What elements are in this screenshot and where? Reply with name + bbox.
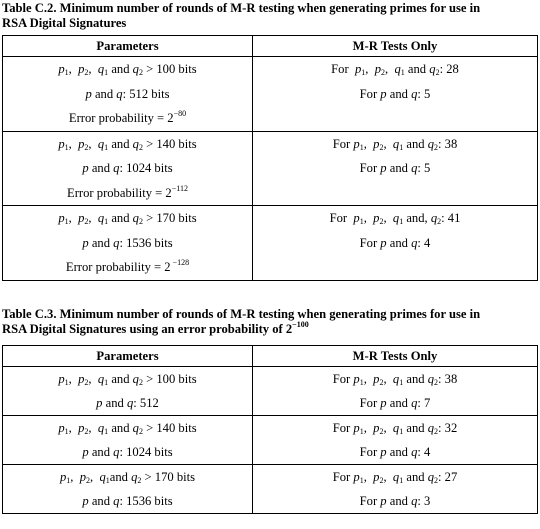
pq-size-line: p and q: 1024 bits bbox=[82, 161, 173, 175]
tests-pq-line: For p and q: 7 bbox=[359, 396, 431, 410]
pq-size-line: p and q: 1536 bits bbox=[82, 235, 173, 250]
pq-size-line: p and q: 512 bbox=[96, 396, 159, 410]
table-c2 bbox=[2, 35, 538, 281]
prime-bits-line: $p_1$, $p_2$, $q_1$ and $q_2 > 170$ bits bbox=[58, 211, 197, 226]
parameters-cell bbox=[3, 465, 253, 514]
tests-pq-line: For p and q: 5 bbox=[359, 86, 431, 101]
table-c3-caption bbox=[2, 307, 538, 337]
table-row bbox=[3, 131, 538, 206]
table-c2-caption bbox=[2, 1, 538, 31]
table-row bbox=[3, 206, 538, 281]
prime-bits-line: $p_1$, $p_2$, $q_1$ and $q_2 > 140$ bits bbox=[58, 421, 197, 436]
header-mr-tests: M-R Tests Only bbox=[253, 346, 538, 367]
tests-pq-line: For p and q: 4 bbox=[359, 445, 431, 459]
header-parameters: Parameters bbox=[3, 346, 253, 367]
mr-tests-cell bbox=[253, 57, 538, 132]
prime-bits-line: $p_1$, $p_2$, $q_1$ and $q_2 > 140$ bits bbox=[58, 136, 197, 152]
pq-size-line: p and q: 512 bits bbox=[85, 86, 170, 101]
tests-pq-line: For p and q: 5 bbox=[359, 161, 431, 175]
mr-tests-cell bbox=[253, 206, 538, 281]
table-header-row bbox=[3, 36, 538, 57]
pq-size-line: p and q: 1024 bits bbox=[82, 445, 173, 459]
tests-primes-line: For $p_1$, $p_2$, $q_1$ and $q_2$: 28 bbox=[331, 62, 459, 77]
caption-line: Table C.2. Minimum number of rounds of M-R testing when generating primes for use in bbox=[2, 1, 481, 15]
mr-tests-cell bbox=[253, 465, 538, 514]
tests-primes-line: For $p_1$, $p_2$, $q_1$ and $q_2$: 38 bbox=[332, 136, 458, 152]
tests-primes-line: For $p_1$, $p_2$, $q_1$ and $q_2$: 38 bbox=[332, 372, 458, 387]
table-header-row bbox=[3, 346, 538, 367]
tests-primes-line: For $p_1$, $p_2$, $q_1$ and, $q_2$: 41 bbox=[329, 211, 461, 226]
mr-tests-cell bbox=[253, 131, 538, 206]
table-row bbox=[3, 57, 538, 132]
tests-primes-line: For $p_1$, $p_2$, $q_1$ and $q_2$: 27 bbox=[332, 470, 458, 485]
parameters-cell bbox=[3, 57, 253, 132]
tests-primes-line: For $p_1$, $p_2$, $q_1$ and $q_2$: 32 bbox=[332, 421, 458, 436]
parameters-cell bbox=[3, 131, 253, 206]
prime-bits-line: $p_1$, $p_2$, $q_1and$ $q_2 > 170$ bits bbox=[59, 470, 196, 485]
header-mr-tests: M-R Tests Only bbox=[253, 36, 538, 57]
table-row bbox=[3, 465, 538, 514]
pq-size-line: p and q: 1536 bits bbox=[82, 494, 173, 508]
tests-pq-line: For p and q: 4 bbox=[359, 235, 431, 250]
mr-tests-cell bbox=[253, 416, 538, 465]
prime-bits-line: $p_1$, $p_2$, $q_1$ and $q_2 > 100$ bits bbox=[58, 372, 197, 387]
parameters-cell bbox=[3, 206, 253, 281]
error-probability-line: Error probability = $2^{-112}$ bbox=[67, 183, 188, 200]
caption-line: RSA Digital Signatures using an error probability of $2^{-100}$ bbox=[2, 320, 309, 336]
table-row bbox=[3, 416, 538, 465]
parameters-cell bbox=[3, 416, 253, 465]
parameters-cell bbox=[3, 367, 253, 416]
prime-bits-line: $p_1$, $p_2$, $q_1$ and $q_2 > 100$ bits bbox=[58, 62, 197, 77]
table-row bbox=[3, 367, 538, 416]
caption-line: Table C.3. Minimum number of rounds of M-R testing when generating primes for use in bbox=[2, 307, 481, 321]
table-c3 bbox=[2, 345, 538, 514]
error-probability-line: Error probability = 2 $^{-128}$ bbox=[65, 258, 190, 274]
mr-tests-cell bbox=[253, 367, 538, 416]
caption-line: RSA Digital Signatures bbox=[2, 16, 127, 30]
tests-pq-line: For p and q: 3 bbox=[359, 494, 431, 508]
error-probability-line: Error probability = $2^{-80}$ bbox=[68, 109, 187, 125]
header-parameters: Parameters bbox=[3, 36, 253, 57]
